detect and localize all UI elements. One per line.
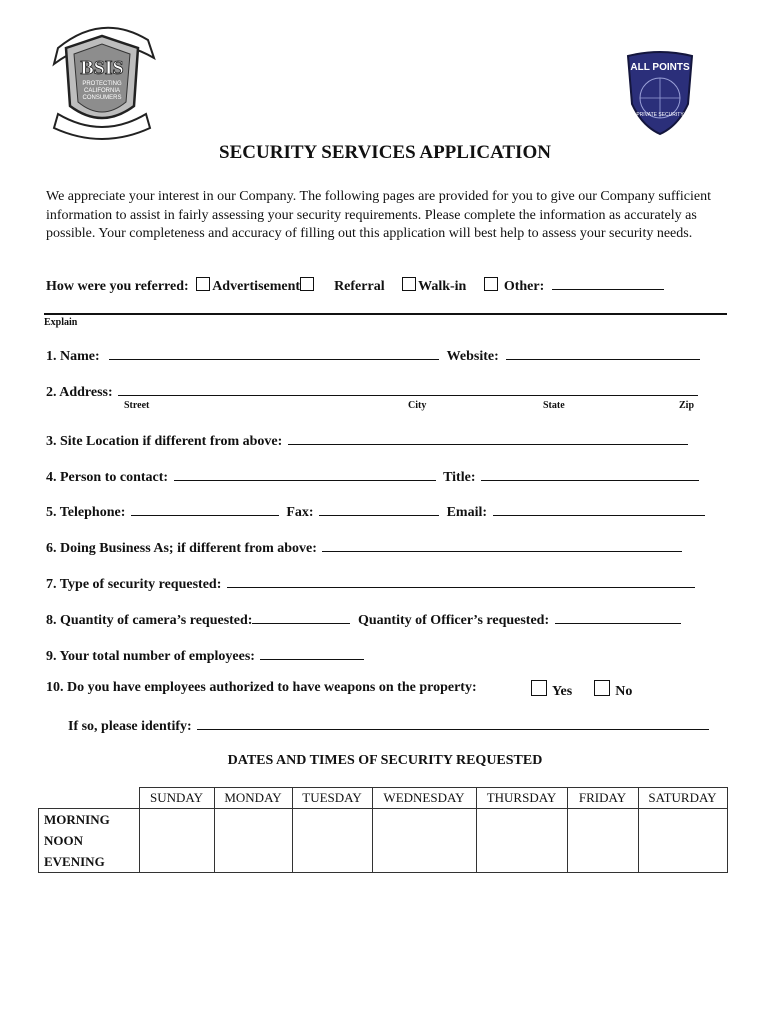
day-header: WEDNESDAY [372,788,476,809]
name-row [46,346,700,365]
schedule-header-row [39,788,728,809]
state-sublabel: State [543,400,565,411]
referral-checkbox[interactable] [300,277,314,291]
identify-label: If so, please identify: [68,719,192,734]
day-header: MONDAY [214,788,292,809]
title-field[interactable] [481,467,699,481]
schedule-body-row [39,809,728,873]
identify-row [68,716,709,735]
quantity-row [46,610,681,629]
website-label: Website: [446,349,499,364]
identify-field[interactable] [197,716,709,730]
zip-sublabel: Zip [679,400,695,411]
no-label: No [615,684,633,699]
intro-paragraph: We appreciate your interest in our Company. The following pages are provided for you to give our Company sufficient information to assist in fairly assessing your security requirements. Please complete the information as accurately as possible. Your completeness and accuracy of filling out this application will best help to assess your security needs. [46,189,711,241]
telephone-label: 5. Telephone: [46,505,126,520]
dba-field[interactable] [322,538,682,552]
divider [44,313,727,315]
address-row [46,382,698,401]
advertisement-label: Advertisement [212,279,301,294]
period-label: NOON [44,833,83,848]
day-header: FRIDAY [567,788,638,809]
svg-text:PROTECTING: PROTECTING [82,81,122,87]
contact-row [46,467,699,486]
no-checkbox[interactable] [594,680,610,696]
type-field[interactable] [227,574,695,588]
referral-row [46,276,664,295]
referral-label: How were you referred: [46,279,189,294]
email-field[interactable] [493,502,705,516]
other-field[interactable] [552,276,664,290]
advertisement-checkbox[interactable] [196,277,210,291]
phone-row [46,502,705,521]
svg-text:ALL POINTS: ALL POINTS [630,62,690,73]
schedule-cell[interactable] [567,809,638,873]
street-sublabel: Street [124,400,150,411]
name-label: 1. Name: [46,349,100,364]
walk-in-label: Walk-in [418,279,467,294]
day-header: TUESDAY [292,788,372,809]
periods-cell [39,809,140,873]
svg-text:CALIFORNIA: CALIFORNIA [83,88,121,94]
cameras-label: 8. Quantity of camera’s requested: [46,613,253,628]
yes-label: Yes [551,684,573,699]
svg-text:CONSUMERS: CONSUMERS [82,95,122,101]
period-label: EVENING [44,854,105,869]
dba-label: 6. Doing Business As; if different from above: [46,541,317,556]
site-label: 3. Site Location if different from above: [46,434,283,449]
address-field[interactable] [118,382,698,396]
email-label: Email: [446,505,488,520]
schedule-cell[interactable] [372,809,476,873]
website-field[interactable] [506,346,700,360]
fax-field[interactable] [319,502,439,516]
svg-text:BSIS: BSIS [80,57,124,79]
employees-field[interactable] [260,646,364,660]
officers-label: Quantity of Officer’s requested: [357,613,550,628]
weapons-label: 10. Do you have employees authorized to have weapons on the property: [46,680,477,695]
bsis-seal-logo [44,18,160,142]
schedule-table [38,787,728,873]
weapons-row [46,680,477,696]
all-points-shield-logo [622,50,698,136]
dba-row [46,538,682,557]
other-checkbox[interactable] [484,277,498,291]
officers-field[interactable] [555,610,681,624]
type-row [46,574,695,593]
day-header: SUNDAY [139,788,214,809]
address-label: 2. Address: [46,385,113,400]
type-label: 7. Type of security requested: [46,577,222,592]
schedule-cell[interactable] [292,809,372,873]
referral-option-label: Referral [334,279,385,294]
contact-label: 4. Person to contact: [46,470,169,485]
weapons-options [531,680,632,700]
site-field[interactable] [288,431,688,445]
schedule-cell[interactable] [476,809,567,873]
site-row [46,431,688,450]
day-header: SATURDAY [638,788,727,809]
period-label: MORNING [44,812,110,827]
contact-field[interactable] [174,467,436,481]
title-label: Title: [443,470,476,485]
yes-checkbox[interactable] [531,680,547,696]
page-title: SECURITY SERVICES APPLICATION [219,142,551,163]
schedule-cell[interactable] [638,809,727,873]
city-sublabel: City [408,400,427,411]
svg-text:PRIVATE SECURITY: PRIVATE SECURITY [636,112,684,118]
explain-label: Explain [44,317,78,328]
schedule-title: DATES AND TIMES OF SECURITY REQUESTED [227,753,543,768]
schedule-corner-cell [39,788,140,809]
employees-label: 9. Your total number of employees: [46,649,255,664]
cameras-field[interactable] [252,610,350,624]
walk-in-checkbox[interactable] [402,277,416,291]
day-header: THURSDAY [476,788,567,809]
employees-row [46,646,364,665]
telephone-field[interactable] [131,502,279,516]
schedule-cell[interactable] [214,809,292,873]
name-field[interactable] [109,346,439,360]
other-label: Other: [503,279,545,294]
fax-label: Fax: [286,505,314,520]
schedule-cell[interactable] [139,809,214,873]
